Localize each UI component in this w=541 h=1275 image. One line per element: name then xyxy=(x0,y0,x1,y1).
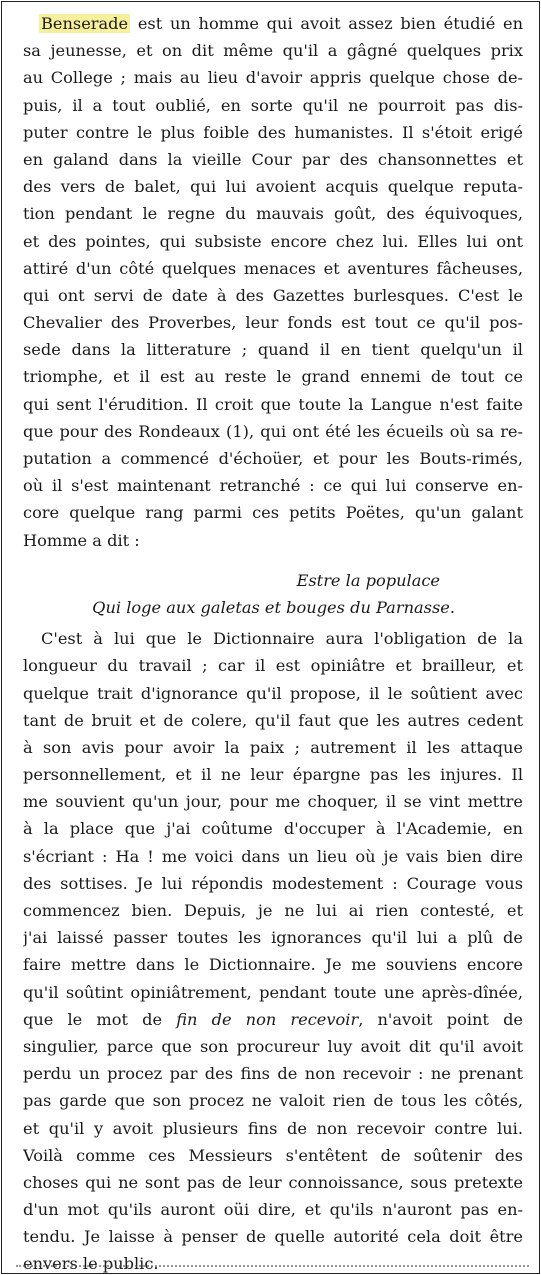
text-line: que le mot de fin de non recevoir, n'avoit point de xyxy=(23,1009,523,1029)
text-line: des sottises. Je lui répondis modestement : Courage vous xyxy=(23,873,523,893)
text-line: sa jeunesse, et on dit même qu'il a gâgné quelques prix xyxy=(23,41,523,61)
text-line: Benserade est un homme qui avoit assez bien étudié en xyxy=(41,14,523,33)
highlighted-word[interactable]: Benserade xyxy=(41,14,129,33)
text-line: des vers de balet, qui lui avoient acquis quelque reputa- xyxy=(23,177,523,197)
text-line: qui sent l'érudition. Il croit que toute la Langue n'est faite xyxy=(23,394,523,414)
text-line: Chevalier des Proverbes, leur fonds est tout ce qu'il pos- xyxy=(23,313,523,333)
text-line: que pour des Rondeaux (1), qui ont été les écueils où sa re- xyxy=(23,421,523,441)
spacer xyxy=(23,554,523,567)
text-line: Voilà comme ces Messieurs s'entêtent de soûtenir des xyxy=(23,1145,523,1165)
text-line: à la place que j'ai coûtume d'occuper à l'Academie, en xyxy=(23,819,523,839)
document-page xyxy=(23,10,523,1274)
text-line: j'ai laissé passer toutes les ignorances qu'il lui a plû de xyxy=(23,928,523,948)
cropped-next-line xyxy=(16,1265,529,1274)
text-line: qu'il soûtint opiniâtrement, pendant toute une après-dînée, xyxy=(23,982,523,1002)
text-line: me souvient qu'un jour, pour me choquer, il se vint mettre xyxy=(23,792,523,812)
text-line: où il s'est maintenant retranché : ce qui lui conserve en- xyxy=(23,476,523,496)
text-line: pas garde que son procez ne valoit rien de tous les côtés, xyxy=(23,1091,523,1111)
text-line: putation a commencé d'échoüer, et pour les Bouts-rimés, xyxy=(23,449,523,468)
text-line: triomphe, et il est au reste le grand ennemi de tout ce xyxy=(23,367,523,387)
text-line: à son avis pour avoir la paix ; autrement il les attaque xyxy=(23,737,523,757)
text-line: core quelque rang parmi ces petits Poëtes, qu'un galant xyxy=(23,503,523,523)
document-frame xyxy=(1,1,540,1274)
text-line: sede dans la litterature ; quand il en tient quelqu'un il xyxy=(23,340,523,360)
text-line: d'un mot qu'ils auront oüi dire, et qu'ils n'auront pas en- xyxy=(23,1200,523,1220)
text-line: quelque trait d'ignorance qu'il propose, il le soûtient avec xyxy=(23,683,523,703)
text-line: en galand dans la vieille Cour par des chansonnettes et xyxy=(23,149,523,169)
verse-line: Qui loge aux galetas et bouges du Parnasse. xyxy=(92,597,455,617)
text-line: envers le public. xyxy=(23,1254,159,1274)
verse-line: Estre la populace xyxy=(296,570,440,590)
text-line: puis, il a tout oublié, en sorte qu'il ne pourroit pas dis- xyxy=(23,95,523,115)
text-line: tant de bruit et de colere, qu'il faut que les autres cedent xyxy=(23,710,523,730)
text-line: s'écriant : Ha ! me voici dans un lieu où je vais bien dire xyxy=(23,846,523,866)
text-line: Homme a dit : xyxy=(23,530,140,550)
text-line: longueur du travail ; car il est opiniâtre et brailleur, et xyxy=(23,656,523,676)
text-line: singulier, parce que son procureur luy avoit dit qu'il avoit xyxy=(23,1036,523,1056)
text-line: et qu'il y avoit plusieurs fins de non recevoir contre lui. xyxy=(23,1118,523,1138)
text-line: attiré d'un côté quelques menaces et aventures fâcheuses, xyxy=(23,258,523,278)
text-line: puter contre le plus foible des humanistes. Il s'étoit erigé xyxy=(23,122,523,142)
text-line: faire mettre dans le Dictionnaire. Je me souviens encore xyxy=(23,955,523,975)
text-line: personnellement, et il ne leur épargne pas les injures. Il xyxy=(23,765,523,785)
text-line: qui ont servi de date à des Gazettes burlesques. C'est le xyxy=(23,285,523,305)
text-line: commencez bien. Depuis, je ne lui ai rien contesté, et xyxy=(23,901,523,920)
text-line: et des pointes, qui subsiste encore chez lui. Elles lui ont xyxy=(23,231,523,251)
text-line: C'est à lui que le Dictionnaire aura l'obligation de la xyxy=(41,629,523,649)
italic-term: fin de non recevoir xyxy=(176,1009,359,1029)
text-line: au College ; mais au lieu d'avoir appris quelque chose de- xyxy=(23,68,523,88)
text-line: tion pendant le regne du mauvais goût, des équivoques, xyxy=(23,204,523,224)
text-line: tendu. Je laisse à penser de quelle autorité cela doit être xyxy=(23,1227,523,1247)
text-line: perdu un procez par des fins de non recevoir : ne prenant xyxy=(23,1064,523,1084)
text-line: choses qui ne sont pas de leur connoissance, sous pretexte xyxy=(23,1172,523,1192)
